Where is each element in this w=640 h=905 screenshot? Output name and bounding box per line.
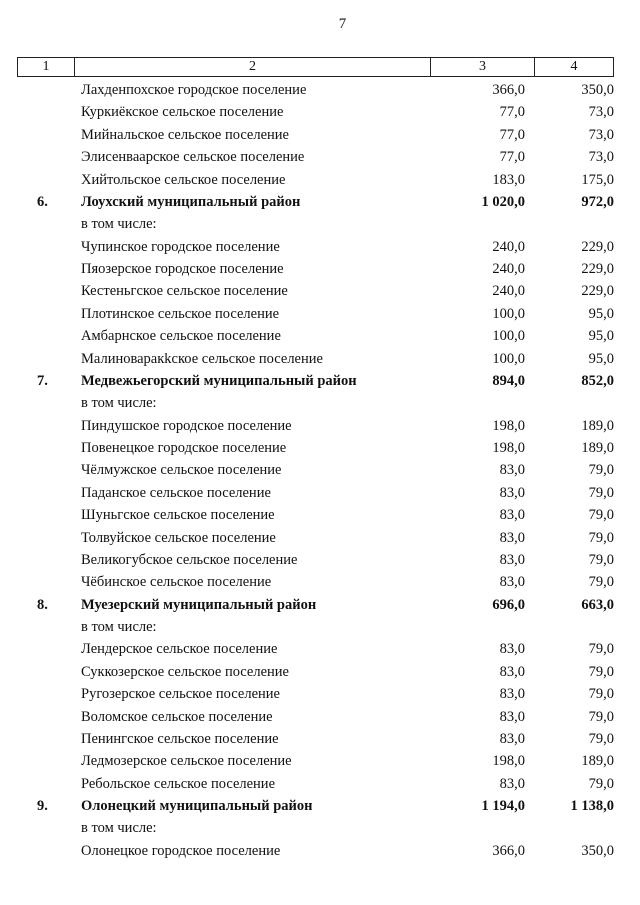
row-number: 7. [37,372,48,389]
row-value-col4: 79,0 [588,641,614,658]
row-value-col4: 79,0 [588,663,614,680]
row-value-col3: 83,0 [499,775,525,792]
row-value-col4: 229,0 [581,238,614,255]
row-name: Паданское сельское поселение [81,484,271,501]
row-name: Суккозерское сельское поселение [81,663,289,680]
table-row [0,549,640,571]
table-row [0,638,640,660]
row-value-col4: 95,0 [588,328,614,345]
row-name: Ледмозерское сельское поселение [81,753,292,770]
row-name: Медвежьегорский муниципальный район [81,372,357,389]
table-row [0,527,640,549]
subheading-row [0,616,640,638]
subheading-row [0,213,640,235]
table-row [0,79,640,101]
row-name: в том числе: [81,216,157,233]
row-name: Лахденпохское городское поселение [81,82,307,98]
row-value-col3: 1 020,0 [481,193,525,210]
row-value-col3: 83,0 [499,574,525,591]
row-value-col4: 95,0 [588,305,614,322]
district-row [0,594,640,616]
row-value-col3: 240,0 [492,238,525,255]
subheading-row [0,817,640,839]
row-name: в том числе: [81,820,157,837]
row-value-col3: 894,0 [492,372,525,389]
row-value-col4: 79,0 [588,574,614,591]
row-name: Шуньгское сельское поселение [81,507,275,524]
row-value-col3: 100,0 [492,350,525,367]
row-value-col4: 79,0 [588,775,614,792]
row-value-col4: 79,0 [588,730,614,747]
row-value-col3: 366,0 [492,842,525,859]
table-row [0,280,640,302]
row-value-col4: 852,0 [581,372,614,389]
row-value-col3: 77,0 [499,149,525,166]
row-number: 9. [37,798,48,814]
row-value-col4: 73,0 [588,149,614,166]
row-name: Пиндушское городское поселение [81,417,292,434]
table-row [0,504,640,526]
row-name: Мийнальское сельское поселение [81,126,289,143]
row-value-col4: 73,0 [588,126,614,143]
table-header [17,57,614,77]
row-value-col3: 83,0 [499,663,525,680]
header-col-2: 2 [75,58,431,76]
row-name: Куркиёкское сельское поселение [81,104,284,121]
row-value-col3: 183,0 [492,171,525,188]
row-value-col3: 77,0 [499,104,525,121]
row-value-col3: 240,0 [492,261,525,277]
table-row [0,348,640,370]
row-name: Пенингское сельское поселение [81,730,279,747]
row-name: Повенецкое городское поселение [81,440,287,456]
row-name: Чёбинское сельское поселение [81,574,272,591]
row-value-col3: 83,0 [499,730,525,747]
row-value-col4: 79,0 [588,484,614,501]
row-value-col4: 95,0 [588,350,614,367]
table-row [0,706,640,728]
table-row [0,728,640,750]
row-value-col3: 696,0 [492,596,525,613]
table-row [0,101,640,123]
table-row [0,124,640,146]
table-row [0,459,640,481]
row-value-col3: 198,0 [492,417,525,434]
row-value-col3: 198,0 [492,440,525,456]
row-value-col3: 83,0 [499,686,525,703]
table-row [0,258,640,280]
header-col-4: 4 [570,59,578,74]
subheading-row [0,392,640,414]
row-value-col4: 189,0 [581,440,614,456]
row-value-col4: 663,0 [581,596,614,613]
table-row [0,482,640,504]
row-number: 6. [37,193,48,210]
table-row [0,325,640,347]
row-value-col4: 79,0 [588,686,614,703]
row-value-col4: 79,0 [588,507,614,524]
row-value-col3: 83,0 [499,641,525,658]
table-row [0,750,640,772]
row-value-col4: 79,0 [588,708,614,725]
row-value-col4: 972,0 [581,193,614,210]
row-name: Олонецкое городское поселение [81,842,281,859]
row-value-col4: 229,0 [581,283,614,300]
row-value-col4: 350,0 [581,82,614,98]
row-name: Олонецкий муниципальный район [81,798,313,814]
row-name: Плотинское сельское поселение [81,305,280,322]
row-name: Великогубское сельское поселение [81,551,298,568]
table-row [0,146,640,168]
row-value-col3: 83,0 [499,529,525,546]
district-row [0,370,640,392]
row-name: Амбарнское сельское поселение [81,328,281,345]
row-name: Хийтольское сельское поселение [81,171,286,188]
row-value-col3: 83,0 [499,462,525,479]
row-name: Элисенваарское сельское поселение [81,149,305,166]
row-value-col3: 83,0 [499,708,525,725]
page-number: 7 [338,16,347,32]
row-value-col3: 240,0 [492,283,525,300]
row-value-col4: 350,0 [581,842,614,859]
header-col-1: 1 [18,58,75,76]
row-value-col4: 1 138,0 [570,798,614,814]
row-name: в том числе: [81,619,157,635]
row-value-col3: 100,0 [492,328,525,345]
table-body [0,79,640,862]
table-row [0,773,640,795]
row-value-col3: 198,0 [492,753,525,770]
row-name: Чёлмужское сельское поселение [81,462,282,479]
row-name: Лендерское сельское поселение [81,641,278,658]
table-row [0,169,640,191]
row-name: Пяозерское городское поселение [81,261,284,277]
table-row [0,415,640,437]
row-value-col4: 79,0 [588,462,614,479]
row-value-col3: 83,0 [499,507,525,524]
row-name: Чупинское городское поселение [81,238,280,255]
table-row [0,236,640,258]
row-name: Лоухский муниципальный район [81,193,301,210]
district-row [0,191,640,213]
row-value-col4: 79,0 [588,529,614,546]
row-value-col3: 77,0 [499,126,525,143]
row-value-col3: 1 194,0 [481,798,525,814]
row-name: Малиноваракkское сельское поселение [81,350,323,367]
district-row [0,795,640,817]
row-value-col3: 100,0 [492,305,525,322]
table-row [0,661,640,683]
row-name: Воломское сельское поселение [81,708,273,725]
row-value-col4: 189,0 [581,753,614,770]
row-name: Ребольское сельское поселение [81,775,276,792]
row-name: Кестеньгское сельское поселение [81,283,288,300]
table-row [0,303,640,325]
table-row [0,437,640,459]
row-name: Ругозерское сельское поселение [81,686,280,703]
row-value-col4: 79,0 [588,551,614,568]
row-name: Муезерский муниципальный район [81,596,317,613]
row-value-col4: 175,0 [581,171,614,188]
row-value-col4: 229,0 [581,261,614,277]
table-row [0,571,640,593]
row-name: Толвуйское сельское поселение [81,529,276,546]
row-number: 8. [37,596,48,613]
row-value-col3: 83,0 [499,484,525,501]
row-value-col4: 189,0 [581,417,614,434]
table-row [0,840,640,862]
row-value-col3: 83,0 [499,551,525,568]
header-col-3: 3 [431,58,535,76]
row-value-col3: 366,0 [492,82,525,98]
row-value-col4: 73,0 [588,104,614,121]
row-name: в том числе: [81,395,157,412]
table-row [0,683,640,705]
